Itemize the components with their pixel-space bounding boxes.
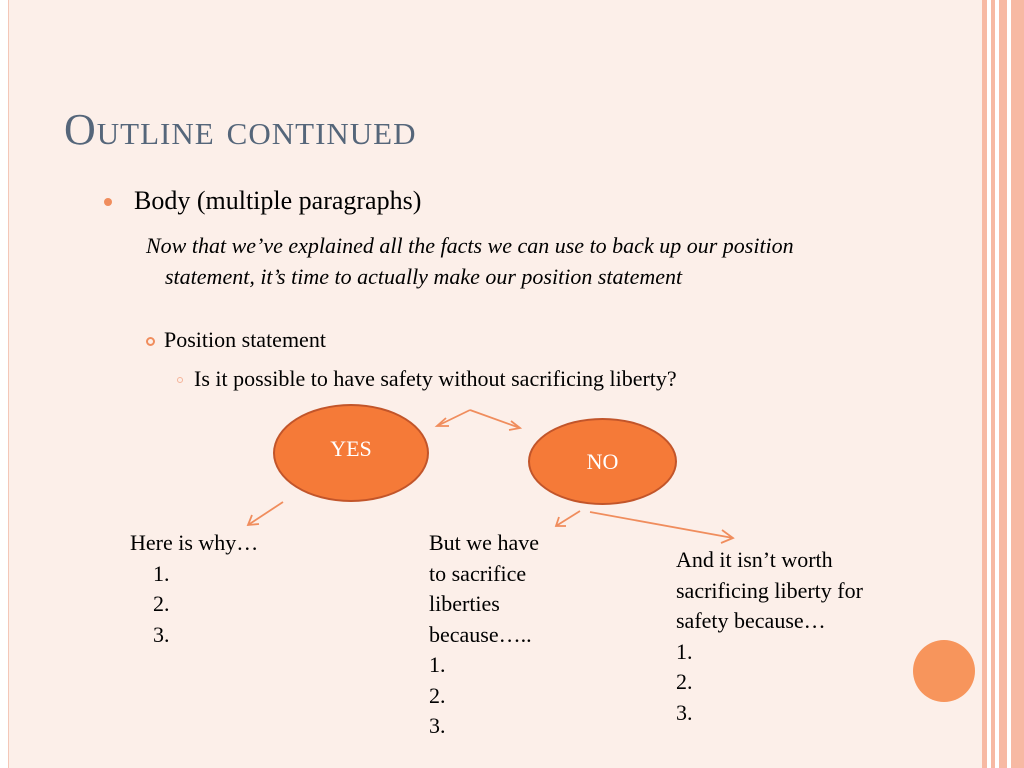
column-text-line: liberties <box>429 591 500 616</box>
yes-column-heading: Here is why… <box>130 530 259 555</box>
no-label: NO <box>586 448 619 474</box>
arrow-right-icon <box>590 512 733 543</box>
decorative-circle <box>913 640 975 702</box>
list-item: 3. <box>429 713 446 738</box>
no-ellipse <box>528 418 677 505</box>
column-text-line: safety because… <box>676 608 826 633</box>
double-arrow-icon <box>437 410 520 430</box>
column-text-line: because….. <box>429 621 532 647</box>
body-heading: Body (multiple paragraphs) <box>134 186 422 215</box>
list-item: 2. <box>676 669 693 694</box>
column-text-line: And it isn’t worth <box>676 547 833 572</box>
no-sacrifice-column <box>429 528 539 742</box>
yes-column <box>130 528 258 650</box>
list-item: 3. <box>153 621 170 647</box>
question-text: Is it possible to have safety without sacrificing liberty? <box>194 366 677 391</box>
no-worth-column <box>676 545 863 728</box>
list-item: 2. <box>429 682 446 708</box>
slide-title: Outline continued <box>64 105 417 154</box>
column-text-line: to sacrifice <box>429 560 527 586</box>
list-item: 1. <box>153 560 170 586</box>
list-item: 2. <box>153 591 170 616</box>
column-text-line: But we have <box>429 530 539 555</box>
arrow-down-left-icon <box>556 511 580 526</box>
list-item: 1. <box>429 652 446 677</box>
position-heading: Position statement <box>164 327 326 352</box>
list-item: 3. <box>676 699 693 725</box>
arrow-down-left-icon <box>248 502 283 525</box>
yes-label: YES <box>330 436 372 461</box>
yes-ellipse <box>273 404 429 502</box>
list-item: 1. <box>676 638 693 664</box>
column-text-line: sacrificing liberty for <box>676 577 863 603</box>
intro-paragraph: Now that we’ve explained all the facts we can use to back up our position statement, it’s time to actually make our position statement <box>146 233 794 289</box>
